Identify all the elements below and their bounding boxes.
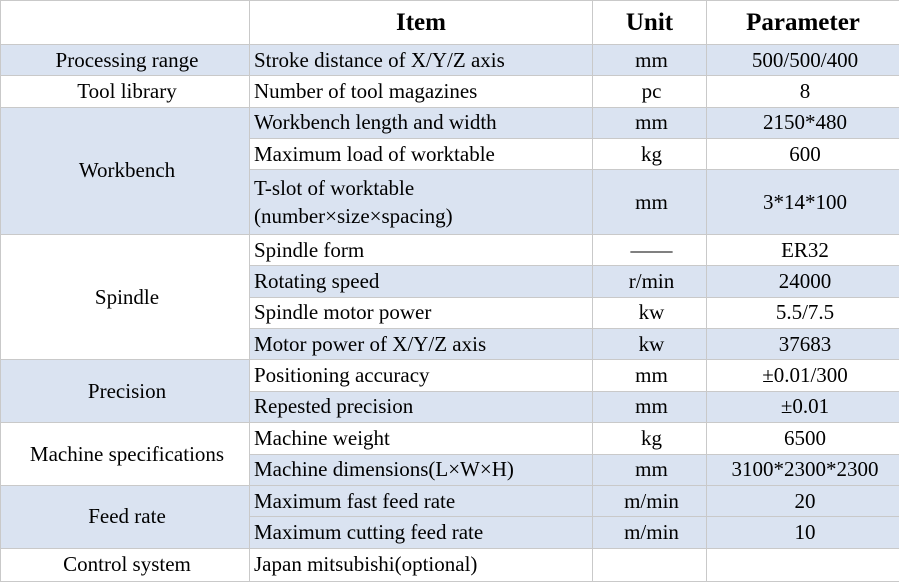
item-cell: Spindle motor power [250, 297, 593, 328]
unit-cell: mm [593, 391, 707, 422]
item-cell: Machine dimensions(L×W×H) [250, 454, 593, 485]
unit-cell: mm [593, 107, 707, 138]
item-cell: Spindle form [250, 235, 593, 266]
parameter-cell: ±0.01/300 [707, 360, 899, 391]
item-line-2: (number×size×spacing) [254, 204, 453, 229]
item-cell [250, 170, 593, 235]
table-row [1, 548, 899, 581]
parameter-cell: 24000 [707, 266, 899, 297]
unit-cell: mm [593, 454, 707, 485]
unit-cell: mm [593, 45, 707, 76]
table-row [1, 45, 899, 76]
unit-cell: r/min [593, 266, 707, 297]
unit-cell [593, 548, 707, 581]
unit-cell: kg [593, 139, 707, 170]
header-row [1, 1, 899, 45]
unit-cell: pc [593, 76, 707, 107]
category-cell: Spindle [1, 235, 250, 360]
header-parameter: Parameter [707, 1, 899, 45]
unit-cell: mm [593, 170, 707, 235]
table-row [1, 76, 899, 107]
category-cell: Workbench [1, 107, 250, 234]
item-cell: Japan mitsubishi(optional) [250, 548, 593, 581]
item-cell: Machine weight [250, 423, 593, 454]
category-cell: Feed rate [1, 485, 250, 548]
header-unit: Unit [593, 1, 707, 45]
item-line-1: T-slot of worktable [254, 176, 415, 201]
parameter-cell: 20 [707, 485, 899, 516]
parameter-cell: 5.5/7.5 [707, 297, 899, 328]
table-row [1, 423, 899, 454]
parameter-cell: 500/500/400 [707, 45, 899, 76]
category-cell: Processing range [1, 45, 250, 76]
parameter-cell: 2150*480 [707, 107, 899, 138]
item-cell: Positioning accuracy [250, 360, 593, 391]
item-cell: Repested precision [250, 391, 593, 422]
item-cell: Workbench length and width [250, 107, 593, 138]
table-row [1, 485, 899, 516]
header-item: Item [250, 1, 593, 45]
item-cell: Stroke distance of X/Y/Z axis [250, 45, 593, 76]
table-row [1, 360, 899, 391]
parameter-cell [707, 548, 899, 581]
parameter-cell: 6500 [707, 423, 899, 454]
category-cell: Tool library [1, 76, 250, 107]
parameter-cell: 10 [707, 517, 899, 548]
unit-cell: —— [593, 235, 707, 266]
category-cell: Precision [1, 360, 250, 423]
unit-cell: mm [593, 360, 707, 391]
parameter-cell: ±0.01 [707, 391, 899, 422]
category-cell: Control system [1, 548, 250, 581]
unit-cell: m/min [593, 517, 707, 548]
parameter-cell: 600 [707, 139, 899, 170]
table-row [1, 235, 899, 266]
item-cell: Maximum cutting feed rate [250, 517, 593, 548]
table-row [1, 107, 899, 138]
item-cell: Rotating speed [250, 266, 593, 297]
item-cell: Maximum fast feed rate [250, 485, 593, 516]
header-category [1, 1, 250, 45]
parameter-cell: 37683 [707, 329, 899, 360]
category-cell: Machine specifications [1, 423, 250, 486]
item-cell: Number of tool magazines [250, 76, 593, 107]
item-cell: Maximum load of worktable [250, 139, 593, 170]
parameter-cell: 8 [707, 76, 899, 107]
parameter-cell: ER32 [707, 235, 899, 266]
unit-cell: m/min [593, 485, 707, 516]
unit-cell: kg [593, 423, 707, 454]
parameter-cell: 3100*2300*2300 [707, 454, 899, 485]
unit-cell: kw [593, 329, 707, 360]
unit-cell: kw [593, 297, 707, 328]
parameter-cell: 3*14*100 [707, 170, 899, 235]
item-cell: Motor power of X/Y/Z axis [250, 329, 593, 360]
